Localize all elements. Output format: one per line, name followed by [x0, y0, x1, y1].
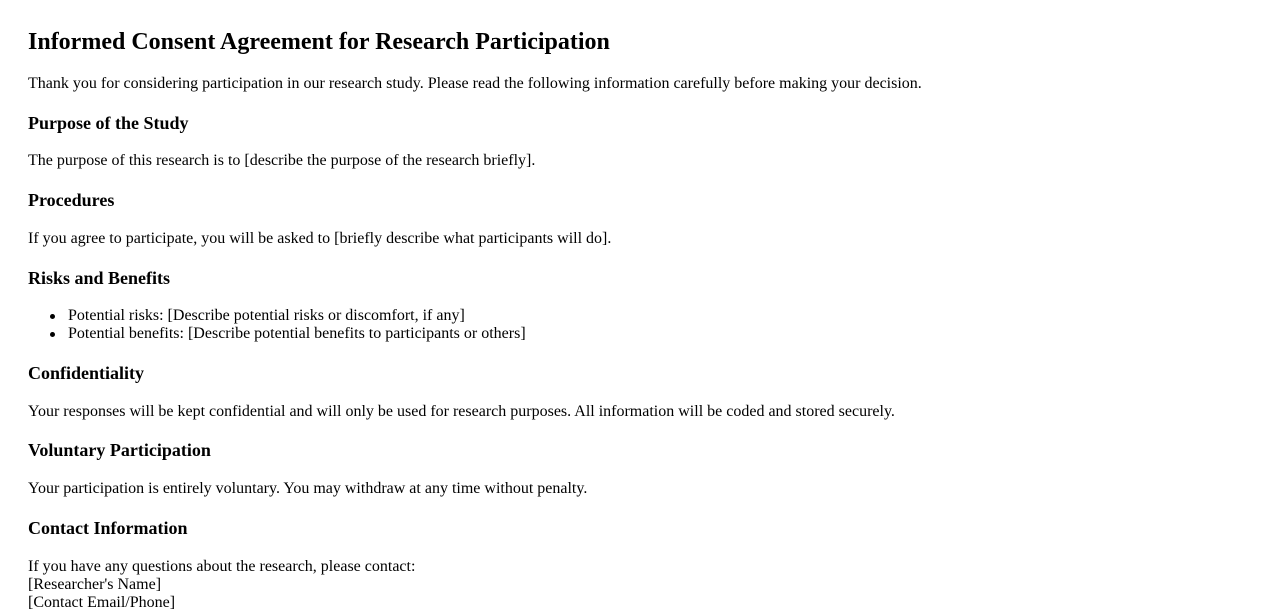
- contact-heading: Contact Information: [28, 518, 188, 538]
- page-title: Informed Consent Agreement for Research Participation: [28, 29, 610, 55]
- procedures-heading: Procedures: [28, 190, 115, 210]
- researcher-name: [Researcher's Name]: [28, 576, 162, 593]
- voluntary-heading: Voluntary Participation: [28, 440, 211, 460]
- contact-text: [28, 558, 415, 612]
- purpose-text: The purpose of this research is to [describe the purpose of the research briefly].: [28, 152, 536, 169]
- procedures-text: If you agree to participate, you will be asked to [briefly describe what participants will do].: [28, 230, 612, 247]
- bullet-icon: [50, 314, 55, 319]
- list-item: Potential risks: [Describe potential risks or discomfort, if any]: [28, 307, 526, 325]
- risks-benefits-heading: Risks and Benefits: [28, 268, 171, 288]
- intro-text: Thank you for considering participation in our research study. Please read the following information carefully before making your decision.: [28, 75, 922, 92]
- confidentiality-text: Your responses will be kept confidential and will only be used for research purposes. All information will be coded and stored securely.: [28, 403, 895, 420]
- contact-intro: If you have any questions about the research, please contact:: [28, 558, 416, 575]
- risks-benefits-list: [28, 307, 526, 343]
- voluntary-text: Your participation is entirely voluntary. You may withdraw at any time without penalty.: [28, 480, 588, 497]
- contact-email-phone: [Contact Email/Phone]: [28, 594, 176, 611]
- confidentiality-heading: Confidentiality: [28, 363, 145, 383]
- list-item: Potential benefits: [Describe potential benefits to participants or others]: [28, 325, 526, 343]
- bullet-icon: [50, 332, 55, 337]
- purpose-heading: Purpose of the Study: [28, 113, 189, 133]
